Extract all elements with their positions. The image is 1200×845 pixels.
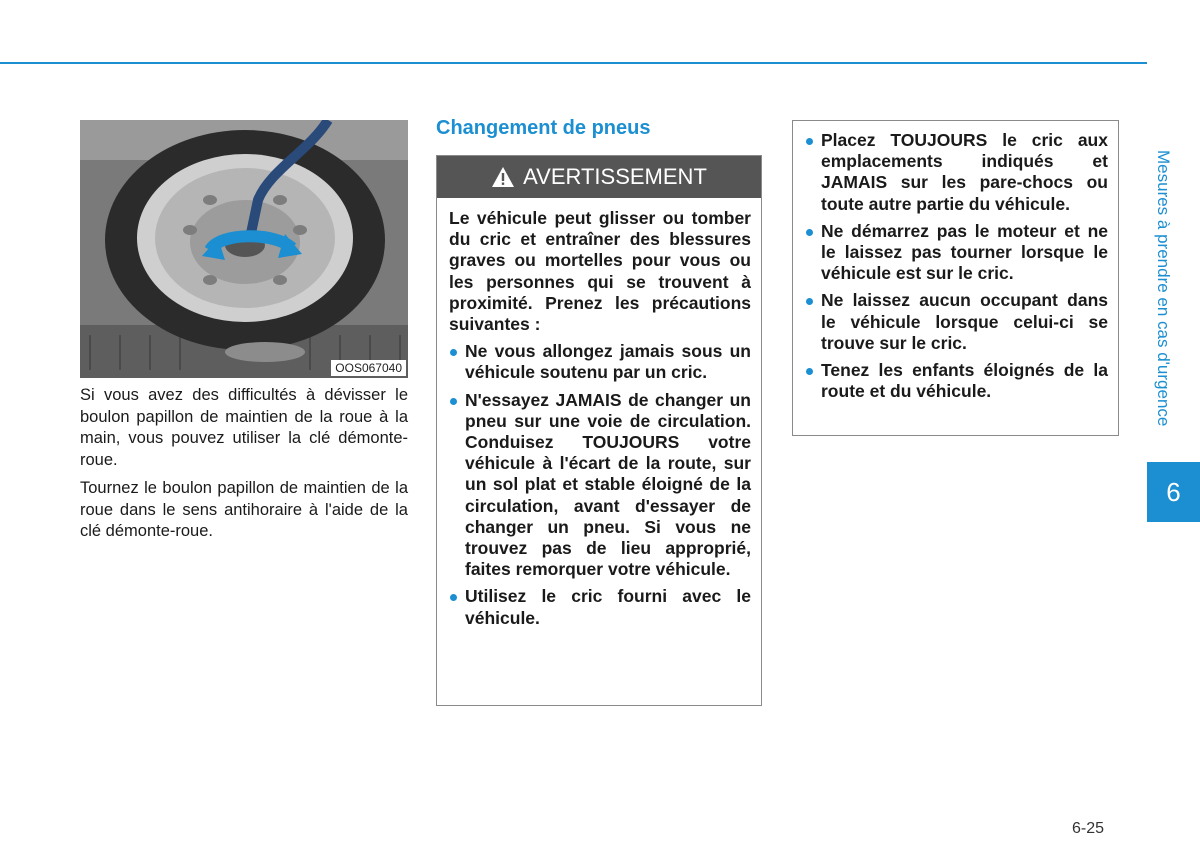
figure-caption: OOS067040 [331,360,406,376]
list-item [449,390,751,581]
precautions-box [792,120,1119,436]
warning-box [436,155,762,706]
bullet-icon [450,349,457,356]
paragraph: Tournez le boulon papillon de maintien de la roue dans le sens antihoraire à l'aide de la clé démonte-roue. [80,479,408,540]
spare-tire-illustration [80,120,408,378]
warning-list [449,341,751,629]
list-item-text: N'essayez JAMAIS de changer un pneu sur une voie de circulation. Conduisez TOUJOURS votre véhicule à l'écart de la route, sur un sol plat et stable éloigné de la circulation, avant d'essayer de changer un pneu. Si vous ne trouvez pas de lieu approprié, faites remorquer votre véhicule. [465,389,751,580]
warning-title: AVERTISSEMENT [523,164,707,189]
warning-body [437,198,761,629]
list-item [449,341,751,383]
chapter-sidebar-title [1147,150,1200,460]
chapter-tab: 6 [1147,462,1200,522]
warning-intro: Le véhicule peut glisser ou tomber du cric et entraîner des blessures graves ou mortelles pour vous ou les personnes qui se trouvent à proximité. Prenez les précautions suivantes : [449,208,751,335]
bullet-icon [806,229,813,236]
list-item-text: Ne vous allongez jamais sous un véhicule soutenu par un cric. [465,341,751,383]
chapter-title-text: Mesures à prendre en cas d'urgence [1154,150,1173,427]
paragraph: Si vous avez des difficultés à dévisser le boulon papillon de maintien de la roue à la main, vous pouvez utiliser la clé démonte-roue. [80,386,408,469]
bullet-icon [806,138,813,145]
bullet-icon [806,298,813,305]
warning-header [437,156,761,198]
list-item-text: Tenez les enfants éloignés de la route et du véhicule. [821,360,1108,402]
precautions-list [805,130,1108,402]
list-item-text: Ne démarrez pas le moteur et ne le laissez pas tourner lorsque le véhicule est sur le cric. [821,220,1108,284]
list-item [805,360,1108,402]
bullet-icon [450,398,457,405]
spare-tire-photo [80,120,408,378]
left-column-text [80,385,408,550]
bullet-icon [806,368,813,375]
list-item-text: Ne laissez aucun occupant dans le véhicule lorsque celui-ci se trouve sur le cric. [821,290,1108,353]
warning-triangle-icon [491,166,515,188]
list-item-text: Utilisez le cric fourni avec le véhicule. [465,586,751,628]
section-heading: Changement de pneus [436,117,651,139]
list-item [449,586,751,628]
page-number: 6-25 [1072,820,1105,837]
header-rule [0,62,1147,64]
list-item [805,130,1108,215]
list-item-text: Placez TOUJOURS le cric aux emplacements indiqués et JAMAIS sur les pare-chocs ou toute autre partie du véhicule. [821,130,1108,214]
list-item [805,290,1108,354]
bullet-icon [450,594,457,601]
list-item [805,221,1108,285]
